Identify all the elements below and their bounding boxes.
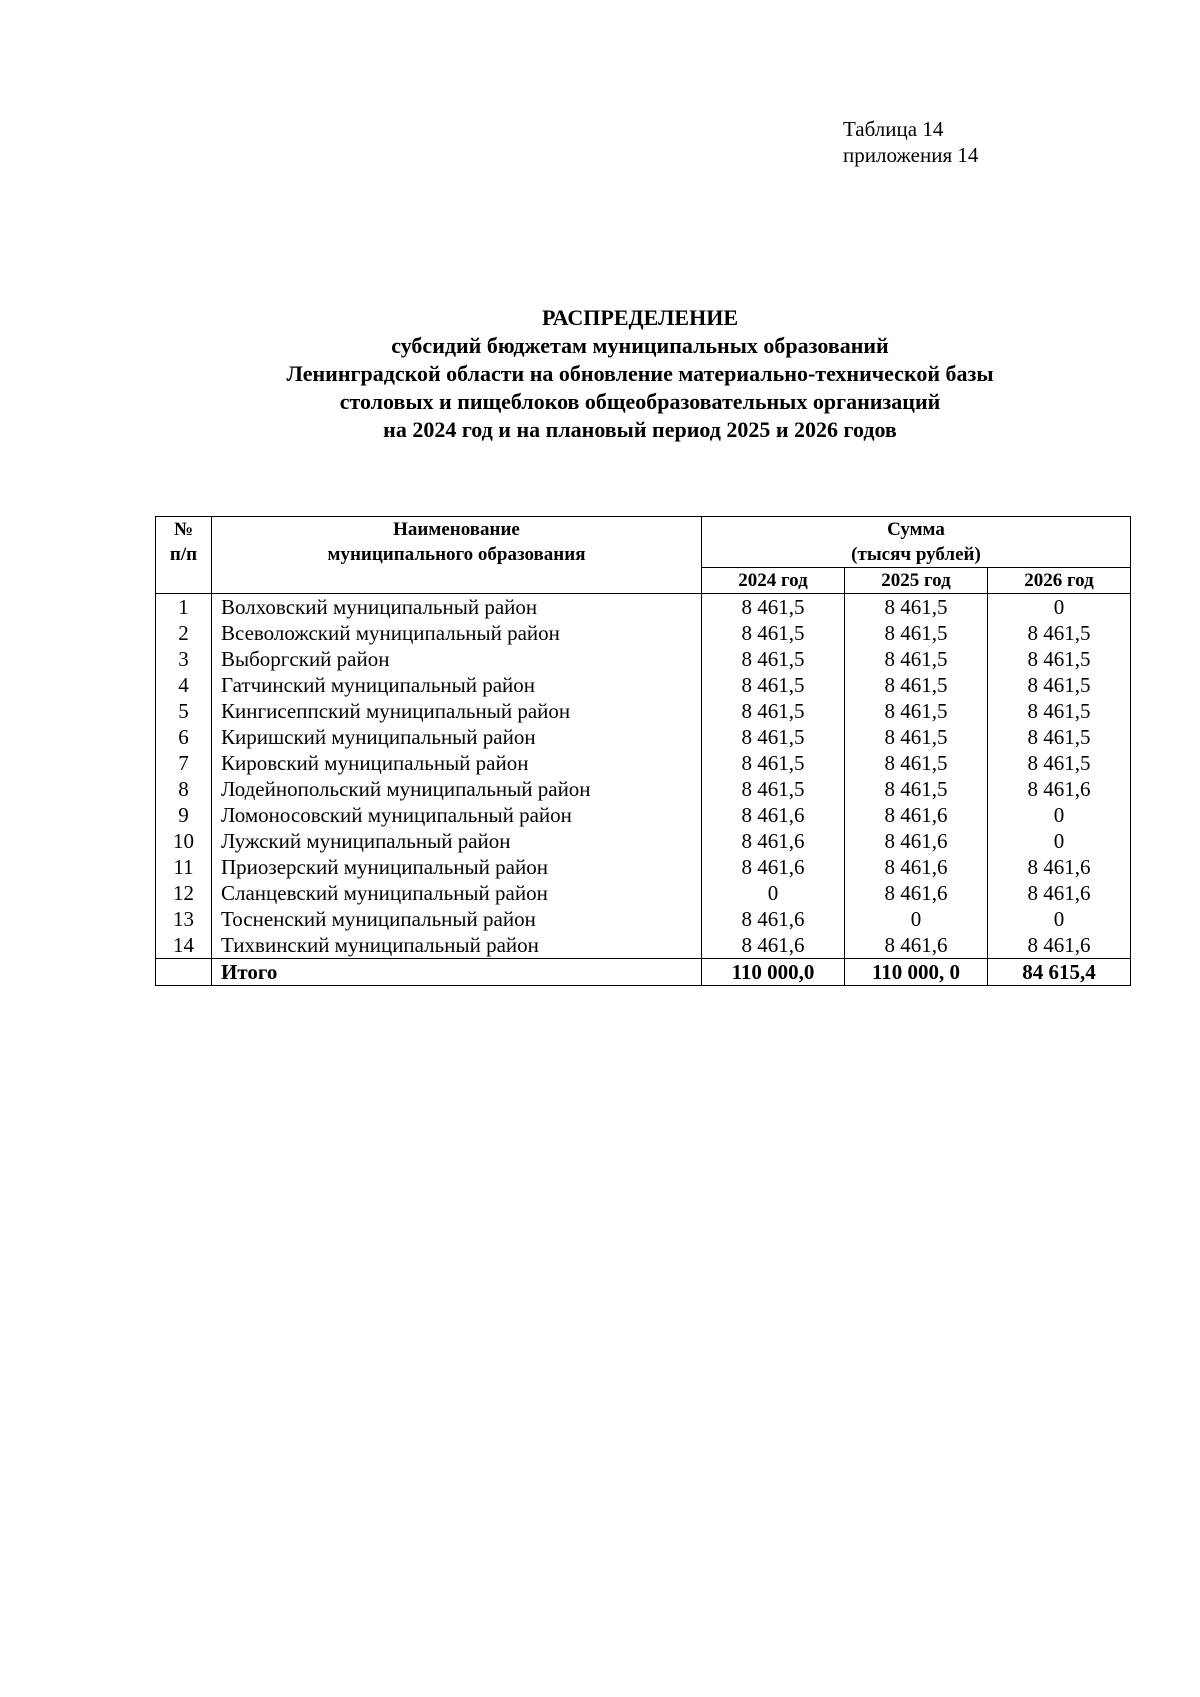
header-name xyxy=(212,517,702,594)
row-value-2026: 8 461,5 xyxy=(988,724,1131,750)
row-municipality-name: Тихвинский муниципальный район xyxy=(212,932,702,959)
table-row xyxy=(156,620,1131,646)
header-sum-line-1: Сумма xyxy=(887,519,945,540)
row-value-2026: 8 461,6 xyxy=(988,880,1131,906)
title-line-1: РАСПРЕДЕЛЕНИЕ xyxy=(541,305,738,330)
table-row xyxy=(156,594,1131,621)
row-number: 12 xyxy=(156,880,212,906)
row-municipality-name: Кингисеппский муниципальный район xyxy=(212,698,702,724)
table-body xyxy=(156,594,1131,986)
row-value-2025: 8 461,5 xyxy=(845,594,988,621)
page-reference xyxy=(843,116,978,168)
header-year-2024: 2024 год xyxy=(702,568,845,594)
row-number: 4 xyxy=(156,672,212,698)
row-value-2025: 0 xyxy=(845,906,988,932)
row-value-2025: 8 461,5 xyxy=(845,776,988,802)
row-municipality-name: Выборгский район xyxy=(212,646,702,672)
table-row xyxy=(156,776,1131,802)
row-value-2024: 8 461,5 xyxy=(702,672,845,698)
header-sum xyxy=(702,517,1131,568)
row-value-2025: 8 461,6 xyxy=(845,854,988,880)
table-row xyxy=(156,906,1131,932)
row-municipality-name: Кировский муниципальный район xyxy=(212,750,702,776)
table-row xyxy=(156,854,1131,880)
row-municipality-name: Сланцевский муниципальный район xyxy=(212,880,702,906)
row-value-2024: 8 461,5 xyxy=(702,776,845,802)
row-municipality-name: Волховский муниципальный район xyxy=(212,594,702,621)
row-number: 13 xyxy=(156,906,212,932)
table-row xyxy=(156,880,1131,906)
row-municipality-name: Гатчинский муниципальный район xyxy=(212,672,702,698)
row-value-2026: 8 461,5 xyxy=(988,698,1131,724)
row-municipality-name: Ломоносовский муниципальный район xyxy=(212,802,702,828)
row-municipality-name: Приозерский муниципальный район xyxy=(212,854,702,880)
row-value-2024: 0 xyxy=(702,880,845,906)
row-value-2024: 8 461,6 xyxy=(702,932,845,959)
header-number-line-1: № xyxy=(173,519,194,540)
row-number: 10 xyxy=(156,828,212,854)
row-value-2025: 8 461,5 xyxy=(845,698,988,724)
row-value-2026: 8 461,6 xyxy=(988,854,1131,880)
row-municipality-name: Лужский муниципальный район xyxy=(212,828,702,854)
row-value-2024: 8 461,6 xyxy=(702,802,845,828)
total-value-2024: 110 000,0 xyxy=(702,959,845,986)
row-value-2025: 8 461,6 xyxy=(845,932,988,959)
header-sum-line-2: (тысяч рублей) xyxy=(851,544,981,565)
row-number: 3 xyxy=(156,646,212,672)
row-municipality-name: Лодейнопольский муниципальный район xyxy=(212,776,702,802)
row-value-2026: 8 461,5 xyxy=(988,750,1131,776)
total-row xyxy=(156,959,1131,986)
row-value-2025: 8 461,5 xyxy=(845,750,988,776)
row-number: 11 xyxy=(156,854,212,880)
row-value-2026: 8 461,5 xyxy=(988,646,1131,672)
row-value-2024: 8 461,5 xyxy=(702,620,845,646)
title-line-2: субсидий бюджетам муниципальных образований xyxy=(391,333,889,358)
row-number: 1 xyxy=(156,594,212,621)
header-number xyxy=(156,517,212,594)
table-row xyxy=(156,828,1131,854)
table-row xyxy=(156,672,1131,698)
row-number: 6 xyxy=(156,724,212,750)
row-number: 8 xyxy=(156,776,212,802)
row-municipality-name: Всеволожский муниципальный район xyxy=(212,620,702,646)
total-value-2026: 84 615,4 xyxy=(988,959,1131,986)
row-value-2025: 8 461,5 xyxy=(845,724,988,750)
total-label: Итого xyxy=(212,959,702,986)
table-row xyxy=(156,932,1131,959)
header-name-line-1: Наименование xyxy=(393,519,520,540)
title-line-4: столовых и пищеблоков общеобразовательных организаций xyxy=(339,389,941,414)
table-row xyxy=(156,646,1131,672)
row-number: 2 xyxy=(156,620,212,646)
row-value-2025: 8 461,6 xyxy=(845,828,988,854)
row-value-2025: 8 461,6 xyxy=(845,880,988,906)
row-value-2026: 8 461,6 xyxy=(988,932,1131,959)
row-value-2025: 8 461,5 xyxy=(845,620,988,646)
row-value-2026: 0 xyxy=(988,594,1131,621)
row-value-2024: 8 461,5 xyxy=(702,594,845,621)
row-number: 9 xyxy=(156,802,212,828)
row-value-2026: 0 xyxy=(988,802,1131,828)
appendix-number-label: приложения 14 xyxy=(843,143,979,167)
row-value-2024: 8 461,5 xyxy=(702,724,845,750)
row-number: 14 xyxy=(156,932,212,959)
header-year-2026: 2026 год xyxy=(988,568,1131,594)
row-value-2024: 8 461,5 xyxy=(702,646,845,672)
row-value-2025: 8 461,5 xyxy=(845,646,988,672)
table-number-label: Таблица 14 xyxy=(843,117,944,141)
row-number: 5 xyxy=(156,698,212,724)
document-title xyxy=(150,304,1130,444)
row-value-2026: 0 xyxy=(988,906,1131,932)
total-number xyxy=(156,959,212,986)
row-municipality-name: Тосненский муниципальный район xyxy=(212,906,702,932)
header-number-line-2: п/п xyxy=(169,544,198,565)
row-value-2026: 0 xyxy=(988,828,1131,854)
table-row xyxy=(156,698,1131,724)
row-value-2026: 8 461,5 xyxy=(988,620,1131,646)
row-value-2024: 8 461,6 xyxy=(702,906,845,932)
row-value-2026: 8 461,6 xyxy=(988,776,1131,802)
row-value-2024: 8 461,5 xyxy=(702,698,845,724)
table-row xyxy=(156,724,1131,750)
total-value-2025: 110 000, 0 xyxy=(845,959,988,986)
header-name-line-2: муниципального образования xyxy=(327,544,586,565)
row-number: 7 xyxy=(156,750,212,776)
row-value-2025: 8 461,5 xyxy=(845,672,988,698)
row-value-2024: 8 461,6 xyxy=(702,854,845,880)
row-value-2024: 8 461,5 xyxy=(702,750,845,776)
title-line-3: Ленинградской области на обновление материально-технической базы xyxy=(286,361,994,386)
table-row xyxy=(156,750,1131,776)
row-value-2025: 8 461,6 xyxy=(845,802,988,828)
title-line-5: на 2024 год и на плановый период 2025 и 2026 годов xyxy=(383,417,897,442)
distribution-table xyxy=(155,516,1131,986)
row-value-2026: 8 461,5 xyxy=(988,672,1131,698)
row-municipality-name: Киришский муниципальный район xyxy=(212,724,702,750)
row-value-2024: 8 461,6 xyxy=(702,828,845,854)
header-year-2025: 2025 год xyxy=(845,568,988,594)
table-row xyxy=(156,802,1131,828)
